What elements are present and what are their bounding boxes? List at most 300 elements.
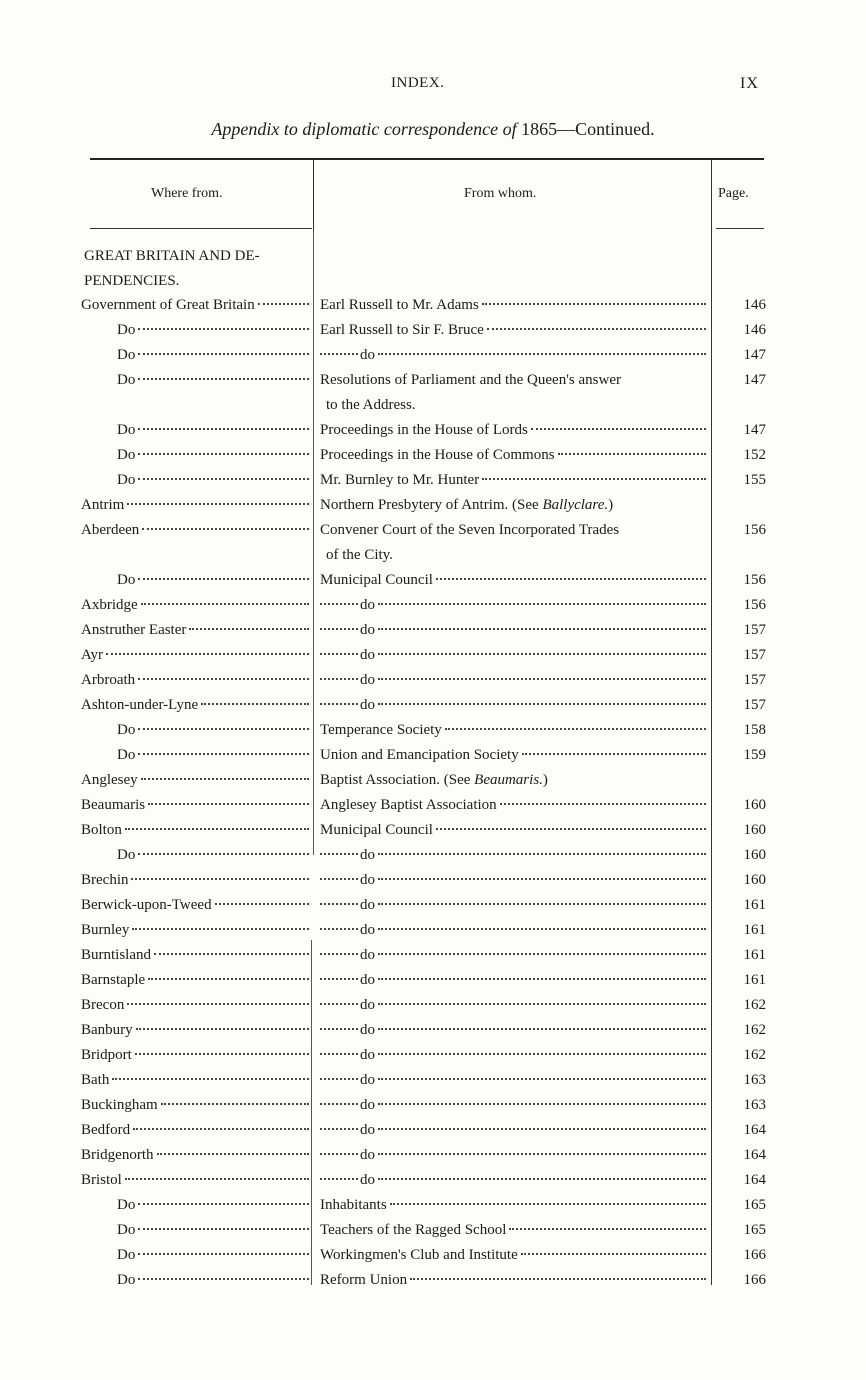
table-row — [0, 993, 866, 1018]
leader-dots — [138, 568, 309, 580]
from-whom-text: Earl Russell to Sir F. Bruce — [320, 322, 484, 338]
page-reference: 157 — [743, 672, 766, 688]
leader-dots — [112, 1068, 309, 1080]
where-from-cell — [81, 968, 309, 993]
where-from-cell — [81, 1093, 309, 1118]
from-whom-text: Mr. Burnley to Mr. Hunter — [320, 472, 480, 488]
table-row — [0, 718, 866, 743]
table-row — [0, 643, 866, 668]
leader-dots — [410, 1268, 706, 1280]
see-reference-close: ) — [608, 497, 614, 513]
leader-dots — [127, 993, 309, 1005]
leader-dots — [141, 768, 309, 780]
from-whom-cell — [320, 768, 706, 793]
leader-dots — [138, 418, 309, 430]
ditto-mark: do — [360, 647, 375, 663]
page-reference: 147 — [743, 372, 766, 388]
where-from-text: Barnstaple — [81, 972, 146, 988]
page-reference: 156 — [743, 597, 766, 613]
table-row — [0, 768, 866, 793]
ditto-mark: do — [360, 1022, 375, 1038]
where-from-cell — [81, 918, 309, 943]
where-from-cell — [117, 368, 309, 393]
ditto-leader-dots — [320, 1168, 358, 1180]
table-row — [0, 568, 866, 593]
table-top-rule — [90, 158, 764, 160]
table-row — [0, 1268, 866, 1293]
column-header-from-whom: From whom. — [464, 186, 537, 201]
ditto-mark: do — [360, 1097, 375, 1113]
from-whom-cell — [320, 843, 706, 868]
where-from-text: Do — [117, 847, 136, 863]
where-from-text: Government of Great Britain — [81, 297, 255, 313]
leader-dots — [201, 693, 309, 705]
table-row — [0, 1218, 866, 1243]
table-row — [0, 418, 866, 443]
ditto-leader-dots — [320, 1018, 358, 1030]
from-whom-text: Municipal Council — [320, 822, 433, 838]
table-row — [0, 443, 866, 468]
where-from-cell — [81, 643, 309, 668]
where-from-text: Anstruther Easter — [81, 622, 187, 638]
page-subtitle — [0, 119, 866, 140]
section-heading-line2: PENDENCIES. — [84, 273, 180, 289]
leader-dots — [132, 918, 309, 930]
where-from-cell — [117, 718, 309, 743]
where-from-text: Do — [117, 722, 136, 738]
leader-dots — [378, 343, 706, 355]
page-reference: 166 — [743, 1272, 766, 1288]
from-whom-text: Earl Russell to Mr. Adams — [320, 297, 479, 313]
ditto-leader-dots — [320, 968, 358, 980]
where-from-cell — [81, 693, 309, 718]
ditto-mark: do — [360, 897, 375, 913]
ditto-mark: do — [360, 1172, 375, 1188]
ditto-leader-dots — [320, 593, 358, 605]
where-from-text: Beaumaris — [81, 797, 146, 813]
leader-dots — [390, 1193, 706, 1205]
column-header-page: Page. — [718, 186, 749, 201]
subtitle-italic: Appendix to diplomatic correspondence — [211, 119, 499, 139]
from-whom-cell — [320, 743, 706, 768]
from-whom-cell — [320, 418, 706, 443]
see-reference-close: ) — [542, 772, 548, 788]
leader-dots — [125, 1168, 309, 1180]
table-row — [0, 293, 866, 318]
ditto-leader-dots — [320, 1093, 358, 1105]
table-row — [0, 518, 866, 568]
leader-dots — [138, 743, 309, 755]
where-from-cell — [117, 468, 309, 493]
leader-dots — [148, 968, 309, 980]
from-whom-cell — [320, 1118, 706, 1143]
leader-dots — [154, 943, 309, 955]
ditto-mark: do — [360, 1072, 375, 1088]
from-whom-text: Proceedings in the House of Commons — [320, 447, 555, 463]
leader-dots — [445, 718, 706, 730]
where-from-text: Do — [117, 347, 136, 363]
where-from-text: Brecon — [81, 997, 125, 1013]
leader-dots — [138, 1218, 309, 1230]
where-from-text: Do — [117, 572, 136, 588]
where-from-text: Bedford — [81, 1122, 131, 1138]
ditto-leader-dots — [320, 1043, 358, 1055]
leader-dots — [378, 868, 706, 880]
from-whom-text: Baptist Association. (See — [320, 772, 475, 788]
ditto-mark: do — [360, 1122, 375, 1138]
from-whom-cell — [320, 343, 706, 368]
see-reference: Beaumaris. — [474, 772, 543, 788]
where-from-text: Arbroath — [81, 672, 136, 688]
leader-dots — [378, 618, 706, 630]
page-reference: 158 — [743, 722, 766, 738]
ditto-leader-dots — [320, 1068, 358, 1080]
leader-dots — [258, 293, 309, 305]
leader-dots — [558, 443, 706, 455]
from-whom-cell — [320, 318, 706, 343]
where-from-cell — [81, 1043, 309, 1068]
ditto-mark: do — [360, 847, 375, 863]
leader-dots — [378, 1118, 706, 1130]
from-whom-text-continued: to the Address. — [326, 397, 416, 413]
leader-dots — [148, 793, 309, 805]
from-whom-cell — [320, 1043, 706, 1068]
table-row — [0, 818, 866, 843]
from-whom-cell — [320, 1268, 706, 1293]
leader-dots — [138, 668, 309, 680]
index-table-body — [0, 293, 866, 1293]
leader-dots — [138, 368, 309, 380]
page-reference: 161 — [743, 947, 766, 963]
section-heading — [84, 244, 314, 294]
from-whom-cell — [320, 493, 706, 518]
leader-dots — [378, 1018, 706, 1030]
leader-dots — [127, 493, 309, 505]
where-from-text: Do — [117, 1272, 136, 1288]
leader-dots — [522, 743, 706, 755]
page-reference: 162 — [743, 1047, 766, 1063]
leader-dots — [378, 843, 706, 855]
from-whom-cell — [320, 293, 706, 318]
leader-dots — [378, 1143, 706, 1155]
where-from-text: Do — [117, 422, 136, 438]
from-whom-text-continued: of the City. — [326, 547, 393, 563]
from-whom-cell — [320, 693, 706, 718]
ditto-mark: do — [360, 1147, 375, 1163]
where-from-text: Antrim — [81, 497, 125, 513]
where-from-cell — [117, 418, 309, 443]
where-from-cell — [81, 943, 309, 968]
page-reference: 156 — [743, 572, 766, 588]
where-from-cell — [117, 1193, 309, 1218]
where-from-text: Do — [117, 1222, 136, 1238]
running-header: INDEX. — [391, 75, 445, 91]
where-from-cell — [81, 893, 309, 918]
from-whom-text: Anglesey Baptist Association — [320, 797, 497, 813]
where-from-cell — [81, 618, 309, 643]
from-whom-cell — [320, 518, 706, 568]
leader-dots — [509, 1218, 706, 1230]
where-from-cell — [117, 1268, 309, 1293]
from-whom-cell — [320, 1018, 706, 1043]
page-reference: 146 — [743, 322, 766, 338]
where-from-cell — [81, 1118, 309, 1143]
table-row — [0, 618, 866, 643]
leader-dots — [378, 1043, 706, 1055]
from-whom-text: Resolutions of Parliament and the Queen's answer — [320, 372, 621, 388]
where-from-cell — [117, 843, 309, 868]
where-from-cell — [117, 743, 309, 768]
where-from-cell — [81, 493, 309, 518]
where-from-text: Bath — [81, 1072, 110, 1088]
from-whom-cell — [320, 818, 706, 843]
where-from-cell — [81, 793, 309, 818]
ditto-leader-dots — [320, 943, 358, 955]
leader-dots — [138, 1243, 309, 1255]
where-from-text: Axbridge — [81, 597, 138, 613]
where-from-text: Banbury — [81, 1022, 133, 1038]
subtitle-of: of — [502, 119, 517, 139]
table-row — [0, 918, 866, 943]
where-from-cell — [81, 993, 309, 1018]
ditto-mark: do — [360, 872, 375, 888]
page-number: IX — [740, 75, 759, 92]
table-row — [0, 368, 866, 418]
from-whom-text: Teachers of the Ragged School — [320, 1222, 507, 1238]
table-row — [0, 1143, 866, 1168]
where-from-cell — [81, 868, 309, 893]
see-reference: Ballyclare. — [542, 497, 609, 513]
where-from-text: Bridport — [81, 1047, 132, 1063]
from-whom-cell — [320, 568, 706, 593]
ditto-mark: do — [360, 697, 375, 713]
table-row — [0, 1068, 866, 1093]
table-row — [0, 593, 866, 618]
leader-dots — [138, 443, 309, 455]
where-from-text: Do — [117, 322, 136, 338]
leader-dots — [378, 593, 706, 605]
leader-dots — [189, 618, 309, 630]
where-from-cell — [117, 443, 309, 468]
page-reference: 162 — [743, 1022, 766, 1038]
where-from-cell — [81, 668, 309, 693]
header-rule-left — [90, 228, 312, 229]
header-rule-right — [716, 228, 764, 229]
from-whom-cell — [320, 1218, 706, 1243]
leader-dots — [436, 568, 706, 580]
page-reference: 146 — [743, 297, 766, 313]
ditto-mark: do — [360, 947, 375, 963]
from-whom-cell — [320, 468, 706, 493]
from-whom-text: Northern Presbytery of Antrim. (See — [320, 497, 543, 513]
leader-dots — [138, 718, 309, 730]
ditto-leader-dots — [320, 868, 358, 880]
leader-dots — [138, 468, 309, 480]
ditto-leader-dots — [320, 1143, 358, 1155]
table-row — [0, 843, 866, 868]
ditto-mark: do — [360, 997, 375, 1013]
from-whom-cell — [320, 893, 706, 918]
from-whom-cell — [320, 868, 706, 893]
page-reference: 147 — [743, 347, 766, 363]
page-reference: 164 — [743, 1172, 766, 1188]
leader-dots — [378, 943, 706, 955]
page-reference: 163 — [743, 1072, 766, 1088]
ditto-leader-dots — [320, 893, 358, 905]
from-whom-cell — [320, 993, 706, 1018]
ditto-leader-dots — [320, 993, 358, 1005]
table-row — [0, 743, 866, 768]
table-row — [0, 1118, 866, 1143]
table-row — [0, 968, 866, 993]
from-whom-cell — [320, 618, 706, 643]
where-from-text: Bolton — [81, 822, 122, 838]
ditto-mark: do — [360, 347, 375, 363]
where-from-cell — [81, 1143, 309, 1168]
section-heading-line1: GREAT BRITAIN AND DE- — [84, 248, 260, 264]
table-row — [0, 1043, 866, 1068]
where-from-text: Bristol — [81, 1172, 122, 1188]
ditto-mark: do — [360, 597, 375, 613]
where-from-text: Do — [117, 747, 136, 763]
leader-dots — [125, 818, 309, 830]
from-whom-text: Convener Court of the Seven Incorporated Trades — [320, 522, 620, 538]
ditto-leader-dots — [320, 668, 358, 680]
ditto-leader-dots — [320, 343, 358, 355]
where-from-cell — [117, 343, 309, 368]
subtitle-year: 1865—Continued. — [521, 119, 655, 139]
where-from-cell — [81, 768, 309, 793]
leader-dots — [531, 418, 706, 430]
leader-dots — [378, 643, 706, 655]
leader-dots — [378, 1168, 706, 1180]
leader-dots — [138, 1193, 309, 1205]
where-from-text: Ayr — [81, 647, 103, 663]
where-from-text: Ashton-under-Lyne — [81, 697, 199, 713]
from-whom-cell — [320, 1068, 706, 1093]
leader-dots — [521, 1243, 706, 1255]
where-from-text: Do — [117, 372, 136, 388]
leader-dots — [131, 868, 309, 880]
leader-dots — [133, 1118, 309, 1130]
ditto-mark: do — [360, 1047, 375, 1063]
where-from-text: Burnley — [81, 922, 130, 938]
from-whom-cell — [320, 368, 706, 418]
where-from-text: Bridgenorth — [81, 1147, 154, 1163]
page-reference: 157 — [743, 622, 766, 638]
page-reference: 155 — [743, 472, 766, 488]
table-row — [0, 493, 866, 518]
table-row — [0, 343, 866, 368]
table-row — [0, 893, 866, 918]
from-whom-text: Workingmen's Club and Institute — [320, 1247, 518, 1263]
ditto-leader-dots — [320, 693, 358, 705]
table-row — [0, 1168, 866, 1193]
leader-dots — [378, 918, 706, 930]
leader-dots — [157, 1143, 310, 1155]
where-from-cell — [81, 518, 309, 543]
where-from-text: Do — [117, 1247, 136, 1263]
from-whom-cell — [320, 943, 706, 968]
where-from-cell — [117, 1243, 309, 1268]
ditto-mark: do — [360, 922, 375, 938]
page-reference: 161 — [743, 897, 766, 913]
from-whom-text: Proceedings in the House of Lords — [320, 422, 528, 438]
leader-dots — [487, 318, 706, 330]
page-reference: 160 — [743, 822, 766, 838]
leader-dots — [138, 843, 309, 855]
from-whom-cell — [320, 443, 706, 468]
where-from-cell — [117, 1218, 309, 1243]
from-whom-cell — [320, 918, 706, 943]
ditto-mark: do — [360, 672, 375, 688]
from-whom-cell — [320, 1168, 706, 1193]
from-whom-cell — [320, 1143, 706, 1168]
from-whom-text: Municipal Council — [320, 572, 433, 588]
page-reference: 165 — [743, 1222, 766, 1238]
leader-dots — [482, 468, 706, 480]
leader-dots — [138, 1268, 309, 1280]
where-from-text: Do — [117, 1197, 136, 1213]
page-reference: 164 — [743, 1147, 766, 1163]
page-reference: 152 — [743, 447, 766, 463]
leader-dots — [136, 1018, 309, 1030]
where-from-text: Aberdeen — [81, 522, 140, 538]
leader-dots — [378, 993, 706, 1005]
page-reference: 159 — [743, 747, 766, 763]
where-from-cell — [81, 818, 309, 843]
table-row — [0, 693, 866, 718]
where-from-cell — [81, 593, 309, 618]
page-reference: 157 — [743, 697, 766, 713]
where-from-cell — [117, 568, 309, 593]
leader-dots — [378, 693, 706, 705]
leader-dots — [378, 1068, 706, 1080]
page-reference: 160 — [743, 797, 766, 813]
page-reference: 166 — [743, 1247, 766, 1263]
table-row — [0, 1193, 866, 1218]
from-whom-text: Inhabitants — [320, 1197, 387, 1213]
where-from-text: Burntisland — [81, 947, 151, 963]
ditto-leader-dots — [320, 1118, 358, 1130]
leader-dots — [378, 968, 706, 980]
page-reference: 164 — [743, 1122, 766, 1138]
leader-dots — [378, 893, 706, 905]
from-whom-cell — [320, 1243, 706, 1268]
page-reference: 157 — [743, 647, 766, 663]
from-whom-text: Temperance Society — [320, 722, 442, 738]
table-row — [0, 668, 866, 693]
table-row — [0, 793, 866, 818]
where-from-text: Berwick-upon-Tweed — [81, 897, 212, 913]
page-reference: 156 — [743, 522, 766, 538]
from-whom-cell — [320, 718, 706, 743]
page-reference: 147 — [743, 422, 766, 438]
leader-dots — [138, 318, 309, 330]
ditto-mark: do — [360, 622, 375, 638]
where-from-text: Buckingham — [81, 1097, 158, 1113]
leader-dots — [142, 518, 309, 530]
leader-dots — [436, 818, 706, 830]
ditto-leader-dots — [320, 618, 358, 630]
table-row — [0, 943, 866, 968]
leader-dots — [135, 1043, 309, 1055]
page-reference: 161 — [743, 922, 766, 938]
leader-dots — [482, 293, 706, 305]
leader-dots — [141, 593, 309, 605]
leader-dots — [161, 1093, 309, 1105]
where-from-cell — [81, 1018, 309, 1043]
